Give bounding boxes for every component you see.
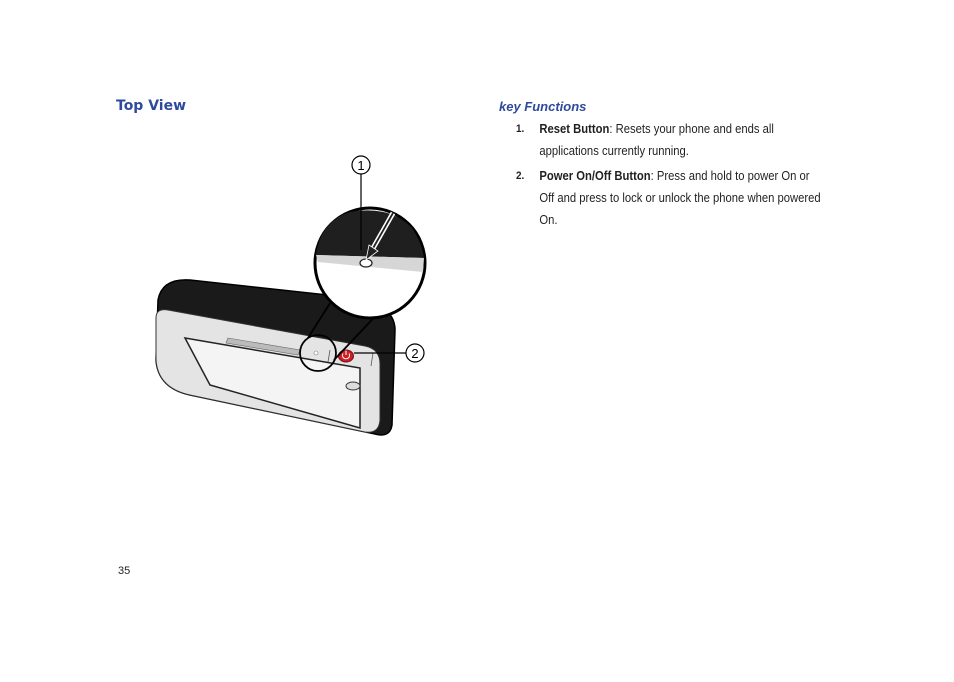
phone-top-illustration <box>150 150 440 440</box>
subsection-title: key Functions <box>499 99 587 114</box>
function-description: : Resets your phone and ends all applications currently running. <box>539 122 774 158</box>
magnifier-inset <box>315 208 425 318</box>
function-item-power <box>516 165 822 231</box>
svg-text:2: 2 <box>411 346 419 361</box>
list-number: 2. <box>516 170 525 182</box>
function-term: Reset Button <box>539 122 610 136</box>
function-term: Power On/Off Button <box>539 169 651 183</box>
function-item-reset <box>516 118 822 162</box>
svg-text:1: 1 <box>357 158 365 173</box>
function-description: : Press and hold to power On or Off and press to lock or unlock the phone when powered On. <box>539 169 821 227</box>
list-number: 1. <box>516 123 525 135</box>
function-list <box>516 118 822 234</box>
page-number: 35 <box>118 565 131 577</box>
section-title: Top View <box>116 98 187 114</box>
